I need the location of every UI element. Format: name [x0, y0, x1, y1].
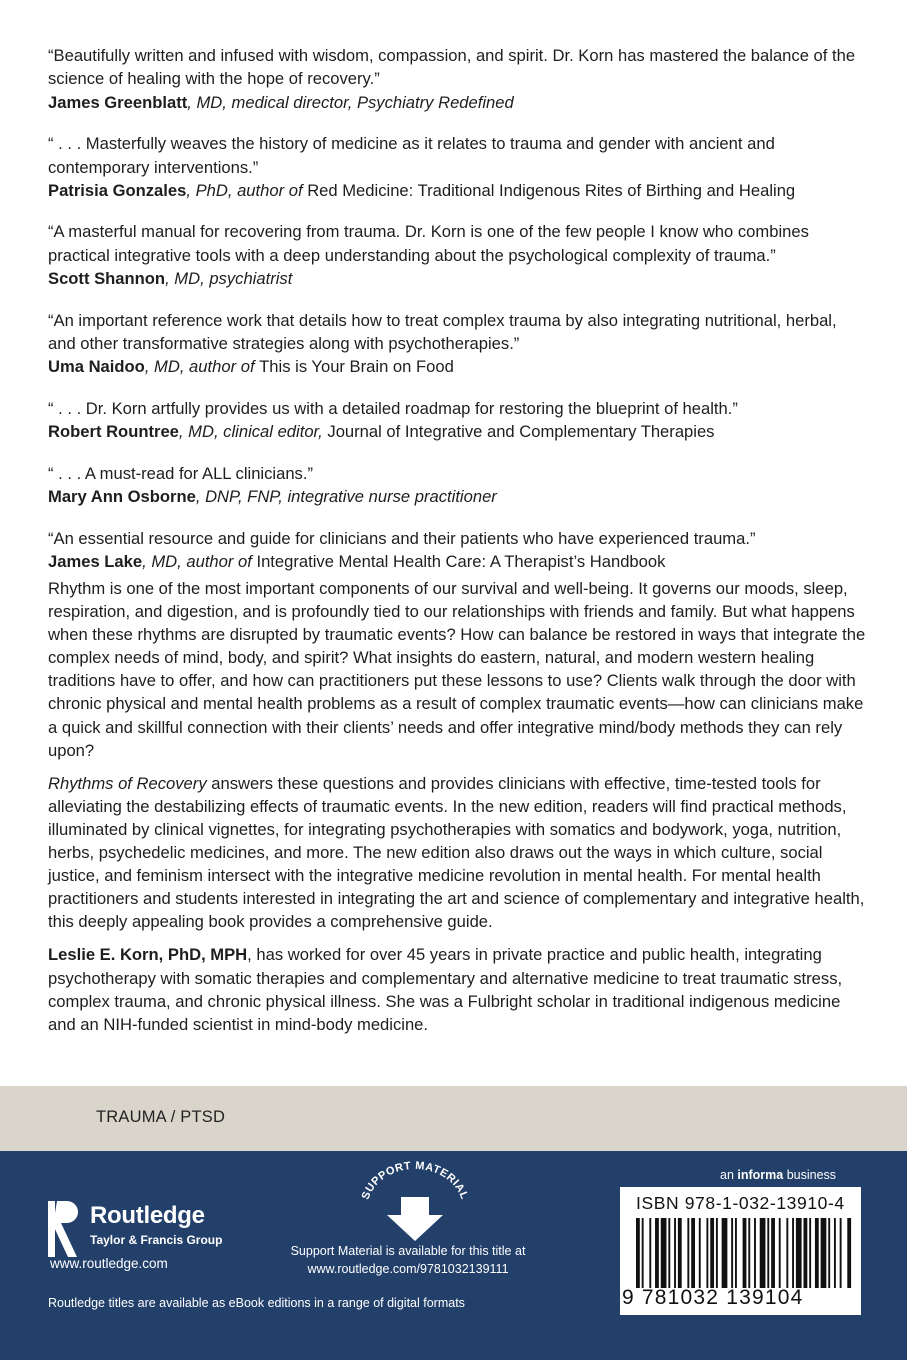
endorsement — [48, 309, 868, 379]
svg-text:SUPPORT MATERIAL — [360, 1160, 471, 1201]
routledge-logo — [46, 1199, 236, 1259]
endorsement-quote: “ . . . A must-read for ALL clinicians.” — [48, 463, 313, 483]
endorser-role: , MD, clinical editor, — [178, 422, 328, 442]
routledge-mark-icon — [46, 1199, 80, 1259]
endorser-work: Red Medicine: Traditional Indigenous Rites of Birthing and Healing — [307, 181, 796, 201]
barcode-bar — [655, 1218, 659, 1288]
support-material-icon — [345, 1157, 485, 1247]
barcode-bar — [687, 1218, 689, 1288]
endorsement-quote: “A masterful manual for recovering from trauma. Dr. Korn is one of the few people I know who combines practical integrative tools with a deep understanding about the psychological complexity of trauma.” — [48, 222, 809, 265]
endorsement-quote: “ . . . Masterfully weaves the history of medicine as it relates to trauma and gender with ancient and contemporary interventions.” — [48, 134, 775, 177]
description-paragraph: Rhythm is one of the most important components of our survival and well-being. It governs our moods, sleep, respiration, and digestion, and is profoundly tied to our relationships with friends and family. But what happens when these rhythms are disrupted by traumatic events? How can balance be restored in ways that integrate the complex needs of mind, body, and spirit? What insights do eastern, natural, and modern western healing traditions have to offer, and how can practitioners put these lessons to use? Clients walk through the door with chronic physical and mental health problems as a result of complex traumatic events—how can clinicians make a quick and skillful connection with their clients’ needs and offer integrative mind/body methods they can rely upon? — [48, 579, 866, 760]
publisher-website[interactable]: www.routledge.com — [50, 1256, 168, 1271]
author-bio-text: , has worked for over 45 years in private practice and public health, integrating psychotherapy with somatic therapies and complementary and alternative medicine to treat traumatic stress, complex trauma, and chronic physical illness. She was a Fulbright scholar in traditional indigenous medicine and an NIH-funded scientist in mind-body medicine. — [48, 945, 843, 1034]
barcode-bar — [804, 1218, 808, 1288]
barcode-bar — [636, 1218, 640, 1288]
endorser-name: James Greenblatt — [48, 92, 188, 112]
author-bio — [48, 943, 868, 1035]
barcode-bar — [847, 1218, 851, 1288]
endorsement — [48, 527, 868, 574]
endorser-name: Scott Shannon — [48, 269, 166, 289]
barcode-bar — [674, 1218, 676, 1288]
endorsement — [48, 462, 868, 509]
endorser-role: , MD, medical director, Psychiatry Redefined — [187, 92, 514, 112]
endorser-work: Integrative Mental Health Care: A Therapist’s Handbook — [256, 551, 666, 571]
ebook-note: Routledge titles are available as eBook editions in a range of digital formats — [48, 1296, 465, 1310]
endorsement — [48, 397, 868, 444]
isbn-barcode-box — [620, 1187, 861, 1315]
barcode-bar — [691, 1218, 695, 1288]
publisher-brand: Routledge — [90, 1202, 205, 1229]
barcode-bar — [834, 1218, 836, 1288]
informa-suffix: business — [783, 1168, 837, 1182]
barcode-bar — [706, 1218, 708, 1288]
endorser-name: Robert Rountree — [48, 422, 179, 442]
endorser-name: James Lake — [48, 551, 143, 571]
endorsement-source — [48, 179, 868, 202]
endorsement — [48, 132, 868, 202]
endorsement-quote: “Beautifully written and infused with wisdom, compassion, and spirit. Dr. Korn has mastered the balance of the science of healing with the hope of recovery.” — [48, 46, 856, 89]
endorser-work: Journal of Integrative and Complementary Therapies — [327, 422, 715, 442]
barcode-bar — [678, 1218, 682, 1288]
barcode-bar — [668, 1218, 670, 1288]
endorsement — [48, 220, 868, 290]
description-paragraph — [48, 772, 868, 934]
barcode-bar — [828, 1218, 830, 1288]
barcode-bar — [796, 1218, 802, 1288]
barcode-bar — [722, 1218, 728, 1288]
barcode-bar — [792, 1218, 794, 1288]
endorsement-source — [48, 550, 868, 573]
barcode-digits: 9 781032 139104 — [622, 1286, 804, 1309]
barcode-bar — [649, 1218, 651, 1288]
support-url[interactable]: www.routledge.com/9781032139111 — [307, 1262, 509, 1276]
endorsement-source — [48, 91, 868, 114]
endorser-name: Mary Ann Osborne — [48, 487, 196, 507]
endorser-work: This is Your Brain on Food — [259, 357, 454, 377]
barcode-bar — [716, 1218, 718, 1288]
endorsement-source — [48, 485, 868, 508]
barcode-bar — [754, 1218, 756, 1288]
informa-business — [720, 1168, 836, 1182]
endorsement-quote: “ . . . Dr. Korn artfully provides us with a detailed roadmap for restoring the blueprint of health.” — [48, 398, 738, 418]
support-line: Support Material is available for this title at — [290, 1244, 526, 1258]
barcode-bar — [710, 1218, 714, 1288]
informa-brand: informa — [737, 1168, 784, 1182]
publisher-footer — [0, 1151, 907, 1360]
publisher-tagline: Taylor & Francis Group — [90, 1233, 223, 1247]
description-text: answers these questions and provides clinicians with effective, time-tested tools for alleviating the destabilizing effects of traumatic events. In the new edition, readers will find practical methods, illuminated by clinical vignettes, for integrating psychotherapies with somatics and bodywork, yoga, nutrition, herbs, psychedelic medicines, and more. The new edition also draws out the ways in which culture, social justice, and feminism intersect with the integrative medicine revolution in mental health. For mental health practitioners and students interested in integrating the art and science of complementary and integrative health, this deeply appealing book provides a comprehensive guide. — [48, 773, 865, 932]
endorser-role: , MD, psychiatrist — [165, 269, 293, 289]
endorser-role: , MD, author of — [144, 357, 260, 377]
barcode-bar — [748, 1218, 750, 1288]
barcode-bar — [779, 1218, 781, 1288]
barcode-bar — [809, 1218, 811, 1288]
book-description — [48, 577, 868, 1046]
endorsements — [48, 44, 868, 591]
barcode-bar — [821, 1218, 827, 1288]
barcode-bar — [743, 1218, 747, 1288]
barcode-bar — [642, 1218, 644, 1288]
endorser-name: Uma Naidoo — [48, 357, 145, 377]
barcode-bar — [840, 1218, 842, 1288]
barcode-bar — [767, 1218, 769, 1288]
endorsement — [48, 44, 868, 114]
author-name: Leslie E. Korn, PhD, MPH — [48, 945, 248, 965]
barcode-bar — [735, 1218, 737, 1288]
endorsement-source — [48, 355, 868, 378]
barcode-icon — [636, 1218, 853, 1288]
informa-prefix: an — [720, 1168, 738, 1182]
category-label: TRAUMA / PTSD — [96, 1108, 226, 1126]
barcode-bar — [786, 1218, 788, 1288]
isbn-label: ISBN 978-1-032-13910-4 — [636, 1193, 845, 1213]
support-badge-text: SUPPORT MATERIAL — [359, 1159, 471, 1202]
endorsement-quote: “An essential resource and guide for clinicians and their patients who have experienced trauma.” — [48, 528, 756, 548]
barcode-bar — [699, 1218, 701, 1288]
book-title: Rhythms of Recovery — [48, 773, 207, 793]
barcode-bar — [731, 1218, 733, 1288]
endorser-role: , MD, author of — [142, 551, 257, 571]
barcode-bar — [661, 1218, 667, 1288]
barcode-bar — [815, 1218, 819, 1288]
support-material-note — [278, 1242, 538, 1278]
endorser-role: , DNP, FNP, integrative nurse practitioner — [195, 487, 497, 507]
endorser-name: Patrisia Gonzales — [48, 181, 187, 201]
category-band — [0, 1086, 907, 1151]
endorser-role: , PhD, author of — [186, 181, 308, 201]
endorsement-source — [48, 420, 868, 443]
endorsement-quote: “An important reference work that details how to treat complex trauma by also integrating nutritional, herbal, and other transformative strategies along with psychotherapies.” — [48, 310, 837, 354]
barcode-bar — [771, 1218, 775, 1288]
barcode-bar — [760, 1218, 766, 1288]
endorsement-source — [48, 267, 868, 290]
